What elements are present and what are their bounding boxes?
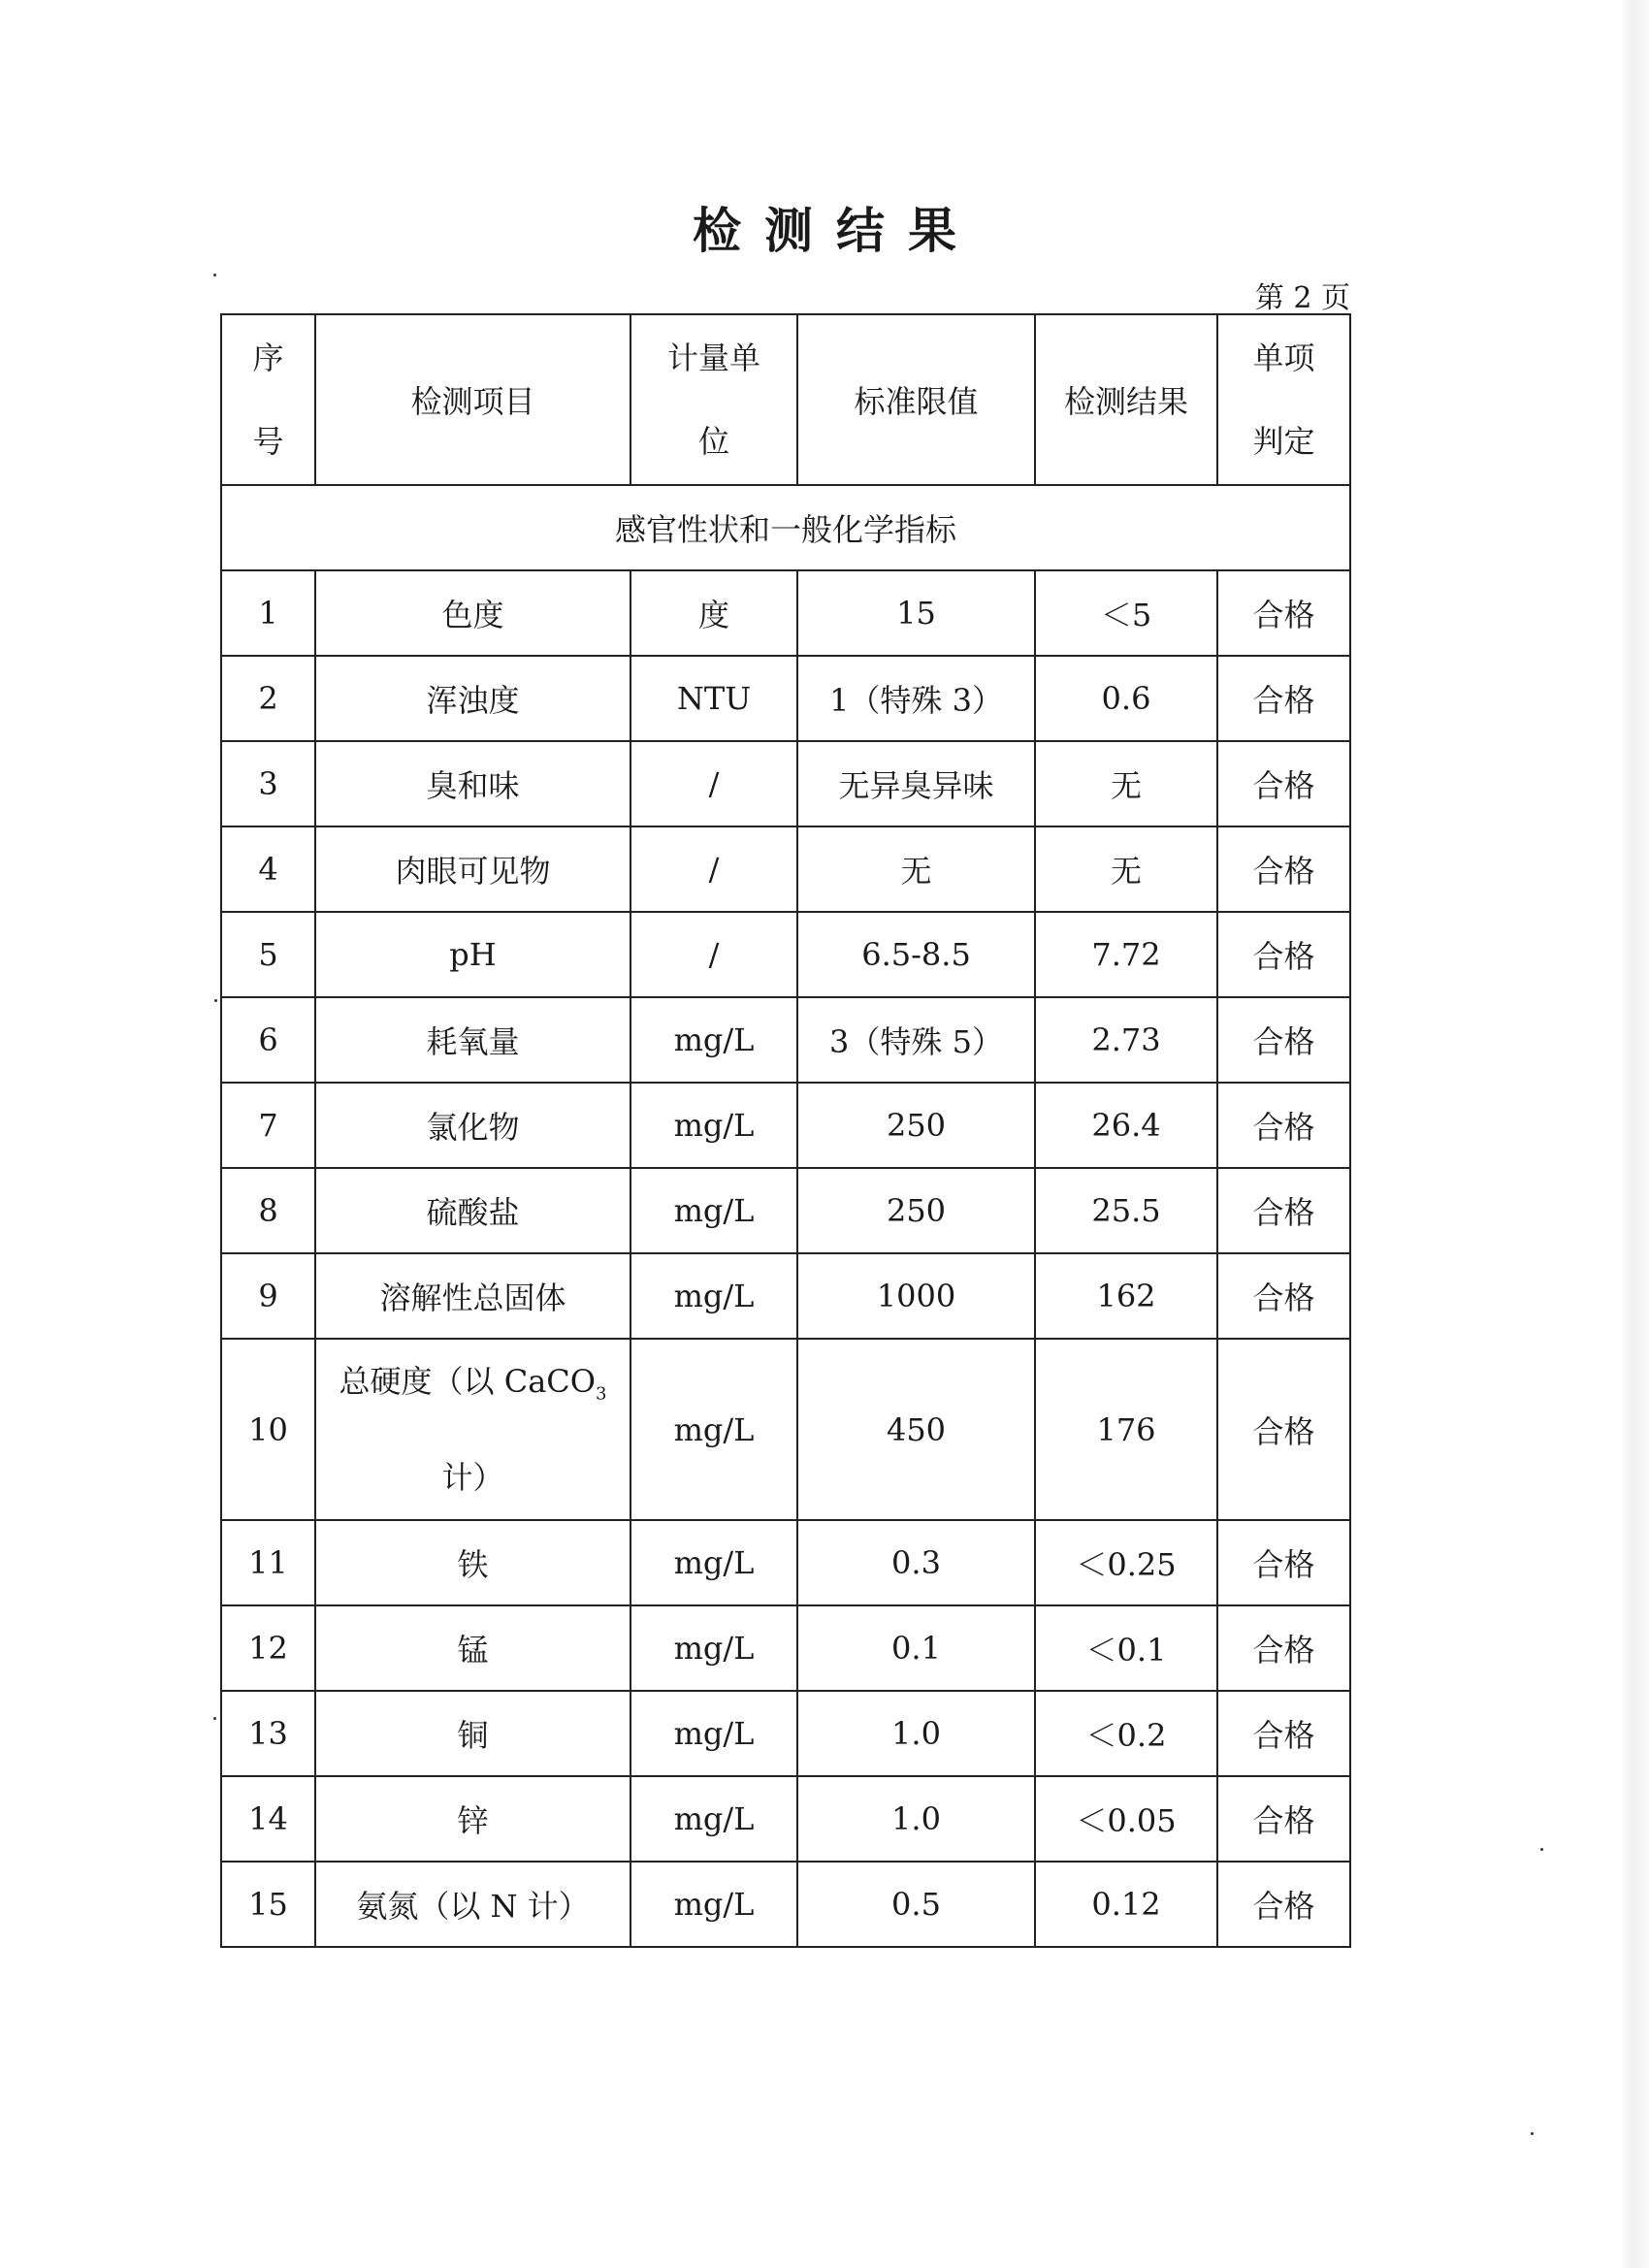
header-result: 检测结果 (1035, 314, 1217, 485)
table-row (221, 912, 1350, 997)
cell-result: 2.73 (1035, 997, 1217, 1083)
cell-item: 耗氧量 (315, 997, 630, 1083)
cell-no: 1 (221, 570, 315, 656)
cell-judge: 合格 (1217, 1339, 1350, 1520)
cell-unit: mg/L (630, 1520, 797, 1605)
cell-no: 14 (221, 1776, 315, 1862)
cell-item: 锌 (315, 1776, 630, 1862)
section-row (221, 485, 1350, 570)
scan-speck (214, 999, 217, 1002)
cell-no: 7 (221, 1083, 315, 1168)
cell-result: 162 (1035, 1253, 1217, 1339)
cell-judge: 合格 (1217, 912, 1350, 997)
page-title: 检测结果 (693, 202, 980, 259)
cell-limit: 0.3 (797, 1520, 1035, 1605)
cell-result: ＜5 (1035, 570, 1217, 656)
cell-item: 氯化物 (315, 1083, 630, 1168)
cell-unit: mg/L (630, 1776, 797, 1862)
table-row (221, 741, 1350, 826)
table-row (221, 1253, 1350, 1339)
table-row (221, 1605, 1350, 1691)
table-row (221, 1691, 1350, 1776)
table-row (221, 826, 1350, 912)
header-seq: 序 号 (221, 314, 315, 485)
section-title: 感官性状和一般化学指标 (221, 485, 1350, 570)
table-row (221, 1339, 1350, 1520)
cell-limit: 3（特殊 5） (797, 997, 1035, 1083)
cell-result: 26.4 (1035, 1083, 1217, 1168)
cell-no: 12 (221, 1605, 315, 1691)
cell-judge: 合格 (1217, 1253, 1350, 1339)
table-row (221, 656, 1350, 741)
cell-unit: / (630, 741, 797, 826)
cell-no: 4 (221, 826, 315, 912)
cell-result: 0.6 (1035, 656, 1217, 741)
page-number: 第 2 页 (1254, 281, 1350, 315)
cell-limit: 1.0 (797, 1691, 1035, 1776)
cell-judge: 合格 (1217, 1862, 1350, 1947)
cell-judge: 合格 (1217, 1605, 1350, 1691)
cell-limit: 0.5 (797, 1862, 1035, 1947)
cell-judge: 合格 (1217, 826, 1350, 912)
cell-judge: 合格 (1217, 656, 1350, 741)
table-row (221, 997, 1350, 1083)
cell-unit: mg/L (630, 1605, 797, 1691)
cell-result: 25.5 (1035, 1168, 1217, 1253)
cell-limit: 450 (797, 1339, 1035, 1520)
cell-limit: 0.1 (797, 1605, 1035, 1691)
cell-item: 肉眼可见物 (315, 826, 630, 912)
cell-limit: 1.0 (797, 1776, 1035, 1862)
cell-item: pH (315, 912, 630, 997)
cell-result: ＜0.1 (1035, 1605, 1217, 1691)
cell-limit: 250 (797, 1083, 1035, 1168)
cell-limit: 15 (797, 570, 1035, 656)
cell-judge: 合格 (1217, 1776, 1350, 1862)
cell-item: 色度 (315, 570, 630, 656)
cell-no: 13 (221, 1691, 315, 1776)
scan-speck (1540, 1848, 1543, 1851)
cell-result: 176 (1035, 1339, 1217, 1520)
results-table (220, 313, 1351, 1948)
cell-unit: mg/L (630, 1168, 797, 1253)
cell-unit: mg/L (630, 997, 797, 1083)
header-unit: 计量单 位 (630, 314, 797, 485)
cell-judge: 合格 (1217, 1520, 1350, 1605)
cell-unit: mg/L (630, 1339, 797, 1520)
cell-result: ＜0.2 (1035, 1691, 1217, 1776)
scan-speck (213, 274, 216, 276)
cell-unit: / (630, 826, 797, 912)
cell-limit: 1（特殊 3） (797, 656, 1035, 741)
cell-judge: 合格 (1217, 570, 1350, 656)
table-row (221, 1083, 1350, 1168)
cell-unit: mg/L (630, 1083, 797, 1168)
cell-no: 9 (221, 1253, 315, 1339)
scan-speck (1531, 2132, 1534, 2135)
cell-item: 浑浊度 (315, 656, 630, 741)
header-item: 检测项目 (315, 314, 630, 485)
cell-item: 锰 (315, 1605, 630, 1691)
header-limit: 标准限值 (797, 314, 1035, 485)
cell-judge: 合格 (1217, 1168, 1350, 1253)
cell-result: 无 (1035, 826, 1217, 912)
cell-result: 7.72 (1035, 912, 1217, 997)
cell-limit: 1000 (797, 1253, 1035, 1339)
table-row (221, 1862, 1350, 1947)
cell-unit: 度 (630, 570, 797, 656)
cell-judge: 合格 (1217, 1691, 1350, 1776)
cell-unit: mg/L (630, 1691, 797, 1776)
cell-item: 臭和味 (315, 741, 630, 826)
cell-no: 8 (221, 1168, 315, 1253)
table-row (221, 1520, 1350, 1605)
cell-unit: mg/L (630, 1862, 797, 1947)
cell-unit: NTU (630, 656, 797, 741)
cell-judge: 合格 (1217, 741, 1350, 826)
cell-no: 6 (221, 997, 315, 1083)
cell-item: 铜 (315, 1691, 630, 1776)
cell-judge: 合格 (1217, 997, 1350, 1083)
cell-no: 5 (221, 912, 315, 997)
table-header-row (221, 314, 1350, 485)
cell-limit: 无异臭异味 (797, 741, 1035, 826)
header-judge: 单项 判定 (1217, 314, 1350, 485)
table-row (221, 1168, 1350, 1253)
cell-no: 10 (221, 1339, 315, 1520)
scan-speck (213, 1717, 216, 1720)
table-row (221, 1776, 1350, 1862)
cell-result: 无 (1035, 741, 1217, 826)
cell-result: ＜0.05 (1035, 1776, 1217, 1862)
cell-item: 硫酸盐 (315, 1168, 630, 1253)
cell-result: 0.12 (1035, 1862, 1217, 1947)
cell-unit: / (630, 912, 797, 997)
cell-item: 铁 (315, 1520, 630, 1605)
cell-judge: 合格 (1217, 1083, 1350, 1168)
cell-limit: 无 (797, 826, 1035, 912)
cell-limit: 250 (797, 1168, 1035, 1253)
cell-item: 溶解性总固体 (315, 1253, 630, 1339)
cell-unit: mg/L (630, 1253, 797, 1339)
cell-item: 总硬度（以 CaCO$_3$ 计） (315, 1339, 630, 1520)
cell-no: 11 (221, 1520, 315, 1605)
cell-item: 氨氮（以 N 计） (315, 1862, 630, 1947)
cell-result: ＜0.25 (1035, 1520, 1217, 1605)
cell-no: 15 (221, 1862, 315, 1947)
cell-no: 2 (221, 656, 315, 741)
scan-shadow-edge (1620, 0, 1649, 2268)
cell-no: 3 (221, 741, 315, 826)
table-row (221, 570, 1350, 656)
cell-limit: 6.5-8.5 (797, 912, 1035, 997)
